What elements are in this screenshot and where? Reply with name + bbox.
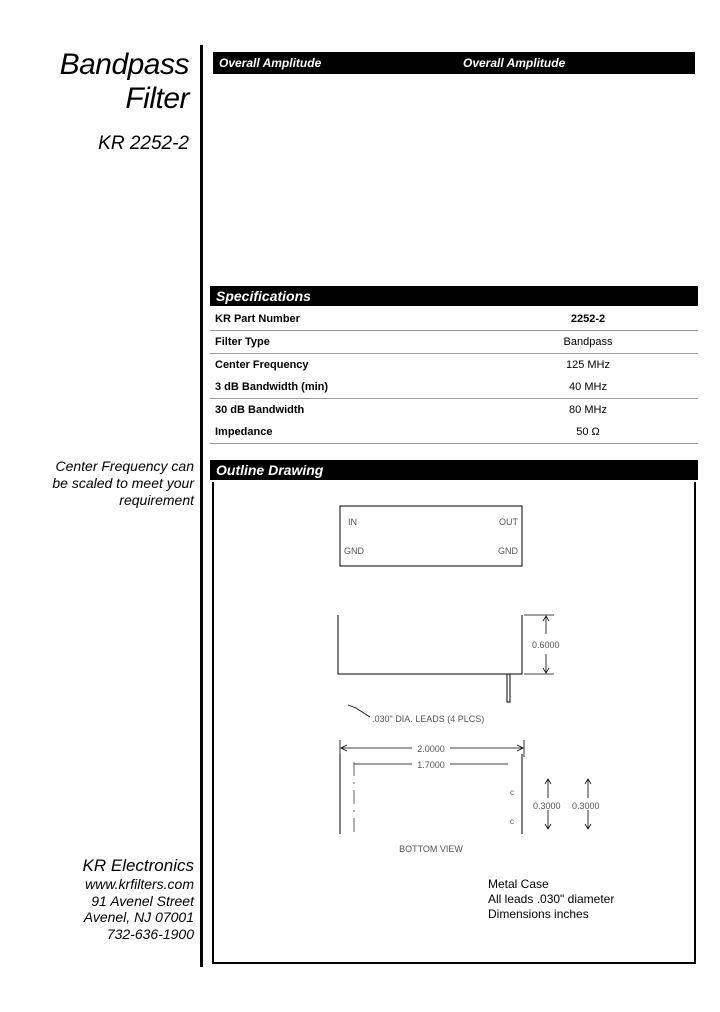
- title-line-2: Filter: [125, 82, 189, 115]
- part-number: KR 2252-2: [98, 133, 189, 154]
- scaling-note-line-3: requirement: [119, 492, 194, 508]
- table-row: [210, 308, 698, 331]
- table-row: [210, 399, 698, 422]
- table-row: [210, 376, 698, 399]
- outline-drawing-header: [210, 460, 698, 480]
- company-name: KR Electronics: [82, 856, 194, 875]
- vertical-divider: [200, 45, 203, 967]
- case-note-line-1: Metal Case: [488, 877, 549, 891]
- leads-callout: .030" DIA. LEADS (4 PLCS): [372, 714, 485, 724]
- width-dimension: 2.0000: [417, 744, 445, 754]
- spec-value: 50 Ω: [478, 421, 698, 444]
- spec-label: Impedance: [210, 421, 478, 444]
- outline-drawing-title: Outline Drawing: [216, 462, 324, 478]
- phone-number: 732-636-1900: [106, 925, 194, 942]
- pin-gnd-left-label: GND: [344, 546, 364, 556]
- scaling-note-line-2: be scaled to meet your: [52, 475, 194, 491]
- contact-block: [24, 856, 194, 942]
- side-dimension-b: 0.3000: [572, 801, 600, 811]
- side-dimension-a: 0.3000: [533, 801, 561, 811]
- spec-value: 80 MHz: [569, 404, 607, 416]
- pin-marker-top: c: [510, 788, 514, 797]
- table-row: [210, 354, 698, 377]
- spec-value: 2252-2: [478, 308, 698, 331]
- scaling-note: [24, 458, 194, 509]
- pin-marker-bottom: c: [510, 817, 514, 826]
- specifications-table: [210, 308, 698, 444]
- spec-label: 30 dB Bandwidth: [215, 404, 305, 416]
- case-note-line-2: All leads .030" diameter: [488, 892, 615, 906]
- pin-gnd-right-label: GND: [498, 546, 518, 556]
- case-notes: [488, 877, 614, 922]
- leads-leader-line: [348, 705, 370, 717]
- case-note-line-3: Dimensions inches: [488, 907, 589, 921]
- website: www.krfilters.com: [85, 876, 194, 892]
- amplitude-label-right: Overall Amplitude: [463, 56, 566, 70]
- spec-label: 3 dB Bandwidth (min): [210, 376, 478, 399]
- spec-value: 125 MHz: [478, 354, 698, 377]
- lead-pin: [507, 674, 510, 702]
- pitch-dimension: 1.7000: [417, 760, 445, 770]
- street-address: 91 Avenel Street: [91, 892, 194, 909]
- spec-label: Filter Type: [215, 336, 270, 348]
- pin-in-label: IN: [348, 517, 357, 527]
- side-view-outline: [338, 615, 522, 674]
- pin-out-label: OUT: [499, 517, 518, 527]
- outline-drawing: [214, 482, 694, 962]
- table-row: [210, 331, 698, 354]
- spec-value: Bandpass: [563, 336, 613, 348]
- spec-value: 40 MHz: [478, 376, 698, 399]
- height-dimension: 0.6000: [532, 640, 560, 650]
- specifications-title: Specifications: [216, 288, 311, 304]
- amplitude-label-left: Overall Amplitude: [219, 56, 322, 70]
- table-row: [210, 421, 698, 444]
- bottom-view-label: BOTTOM VIEW: [399, 844, 463, 854]
- specifications-header: [210, 286, 698, 306]
- amplitude-header: [213, 52, 695, 74]
- scaling-note-line-1: Center Frequency can: [55, 458, 194, 474]
- city-address: Avenel, NJ 07001: [83, 909, 194, 925]
- top-view-outline: [340, 506, 522, 566]
- title-line-1: Bandpass: [59, 48, 189, 81]
- spec-label: Center Frequency: [210, 354, 478, 377]
- spec-label: KR Part Number: [210, 308, 478, 331]
